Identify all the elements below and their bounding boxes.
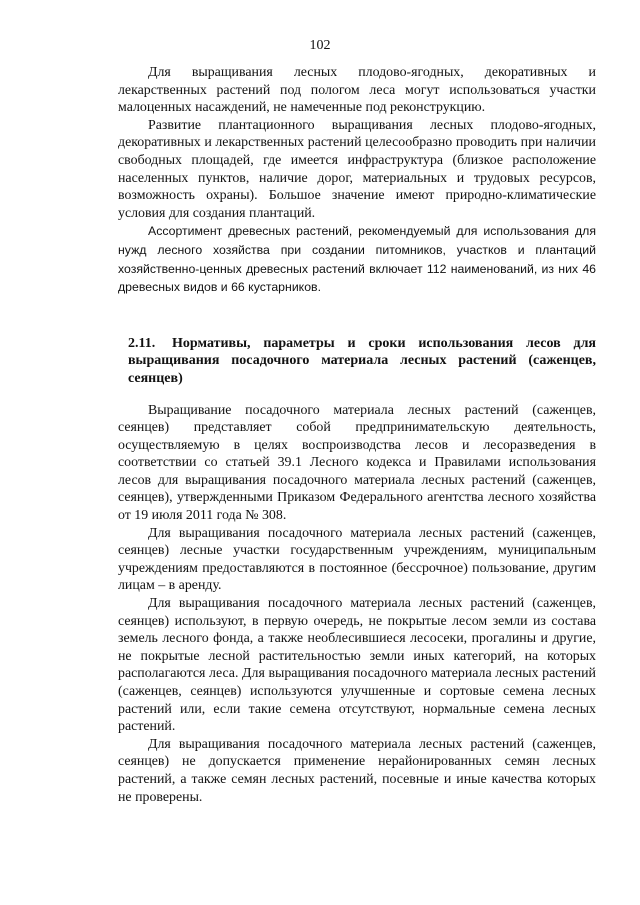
paragraph-plantation: Развитие плантационного выращивания лесных плодово-ягодных, декоративных и лекарственных растений целесообразно проводить при наличии свободных площадей, где имеется инфраструктура (близкое расположение населенных пунктов, наличие дорог, материальных и трудовых ресурсов, возможность охраны). Большое значение имеют природно-климатические условия для создания плантаций. bbox=[118, 117, 596, 221]
paragraph-under-canopy: Для выращивания лесных плодово-ягодных, декоративных и лекарственных растений под пологом леса могут использоваться участки малоценных насаждений, не намеченные под реконструкцию. bbox=[118, 65, 596, 116]
page-content bbox=[118, 64, 596, 806]
section-number: 2.11. bbox=[128, 335, 156, 351]
paragraph-definition: Выращивание посадочного материала лесных растений (саженцев, сеянцев) представляет собой предпринимательскую деятельность, осуществляемую в целях воспроизводства лесов и лесоразведения в соответствии со статьей 39.1 Лесного кодекса и Правилами использования лесов для выращивания посадочного материала лесных растений (саженцев, сеянцев), утвержденными Приказом Федерального агентства лесного хозяйства от 19 июля 2011 года № 308. bbox=[118, 402, 596, 524]
paragraph-land-use: Для выращивания посадочного материала лесных растений (саженцев, сеянцев) используют, в первую очередь, не покрытые лесом земли из состава земель лесного фонда, а также необлесившиеся лесосеки, прогалины и другие, не покрытые лесной растительностью земли иных категорий, на которых располагаются леса. Для выращивания посадочного материала лесных растений (саженцев, сеянцев) используются улучшенные и сортовые семена лесных растений или, если такие семена отсутствуют, нормальные семена лесных растений. bbox=[118, 596, 596, 735]
section-heading bbox=[118, 335, 596, 388]
paragraph-assortment: Ассортимент древесных растений, рекомендуемый для использования для нужд лесного хозяйства при создании питомников, участков и плантаций хозяйственно-ценных древесных растений включает 112 наименований, из них 46 древесных видов и 66 кустарников. bbox=[118, 224, 596, 295]
page-number: 102 bbox=[309, 38, 331, 53]
paragraph-provision: Для выращивания посадочного материала лесных растений (саженцев, сеянцев) лесные участки государственным учреждениям, муниципальным учреждениям предоставляются в постоянное (бессрочное) пользование, другим лицам – в аренду. bbox=[118, 525, 596, 594]
section-title: Нормативы, параметры и сроки использования лесов для выращивания посадочного материала лесных растений (саженцев, сеянцев) bbox=[128, 335, 596, 386]
paragraph-seed-restriction: Для выращивания посадочного материала лесных растений (саженцев, сеянцев) не допускается применение нерайонированных семян лесных растений, а также семян лесных растений, посевные и иные качества которых не проверены. bbox=[118, 736, 596, 805]
